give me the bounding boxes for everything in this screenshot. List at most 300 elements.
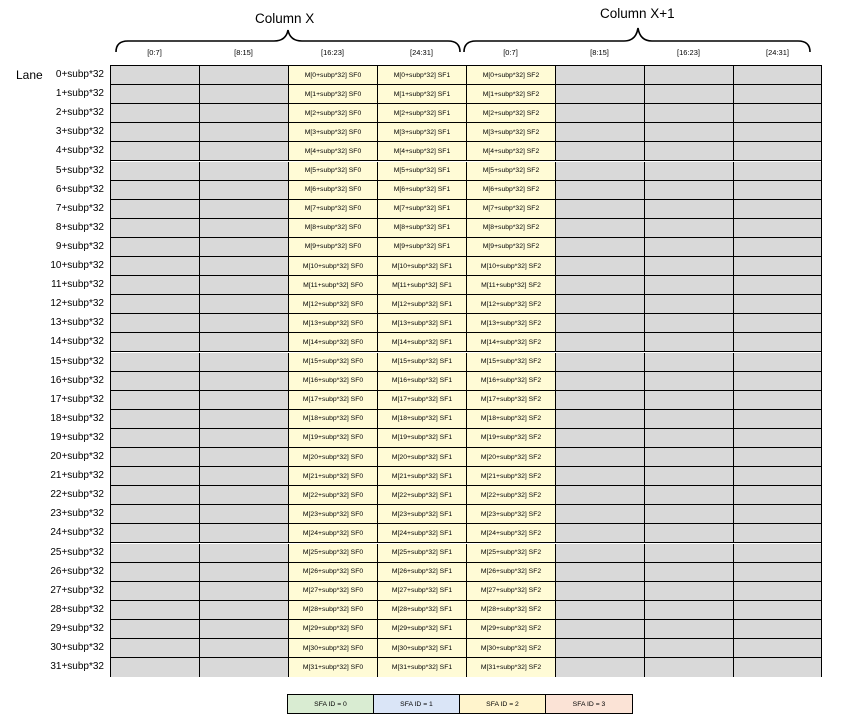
empty-cell: [556, 238, 645, 257]
empty-cell: [556, 314, 645, 333]
scale-factor-cell: M[8+subp*32] SF0: [289, 219, 378, 238]
bit-range-label: [0:7]: [503, 48, 518, 57]
lane-label: 6+subp*32: [55, 183, 104, 195]
scale-factor-cell: M[17+subp*32] SF2: [467, 391, 556, 410]
scale-factor-cell: M[12+subp*32] SF2: [467, 295, 556, 314]
empty-cell: [556, 123, 645, 142]
empty-cell: [111, 162, 200, 181]
empty-cell: [734, 563, 821, 582]
scale-factor-cell: M[15+subp*32] SF1: [378, 353, 467, 372]
scale-factor-cell: M[2+subp*32] SF1: [378, 104, 467, 123]
empty-cell: [645, 544, 734, 563]
empty-cell: [556, 544, 645, 563]
lane-label: 7+subp*32: [55, 202, 104, 214]
empty-cell: [111, 467, 200, 486]
empty-cell: [734, 162, 821, 181]
empty-cell: [556, 200, 645, 219]
empty-cell: [200, 333, 289, 352]
lane-label: 12+subp*32: [50, 298, 104, 310]
empty-cell: [111, 620, 200, 639]
lane-label: 31+subp*32: [50, 661, 104, 673]
lane-label: 11+subp*32: [51, 279, 104, 291]
scale-factor-cell: M[10+subp*32] SF1: [378, 257, 467, 276]
lane-label: 21+subp*32: [50, 470, 104, 482]
scale-factor-cell: M[1+subp*32] SF0: [289, 85, 378, 104]
empty-cell: [734, 295, 821, 314]
lane-label: 5+subp*32: [55, 164, 104, 176]
empty-cell: [200, 104, 289, 123]
scale-factor-cell: M[9+subp*32] SF2: [467, 238, 556, 257]
empty-cell: [645, 219, 734, 238]
empty-cell: [200, 448, 289, 467]
empty-cell: [645, 524, 734, 543]
scale-factor-cell: M[10+subp*32] SF2: [467, 257, 556, 276]
scale-factor-cell: M[0+subp*32] SF2: [467, 66, 556, 85]
scale-factor-cell: M[19+subp*32] SF0: [289, 429, 378, 448]
empty-cell: [111, 200, 200, 219]
lane-label: 20+subp*32: [50, 451, 104, 462]
empty-cell: [734, 181, 821, 200]
empty-cell: [645, 448, 734, 467]
empty-cell: [111, 295, 200, 314]
empty-cell: [200, 219, 289, 238]
empty-cell: [200, 620, 289, 639]
scale-factor-cell: M[5+subp*32] SF2: [467, 162, 556, 181]
empty-cell: [556, 162, 645, 181]
empty-cell: [734, 142, 821, 161]
lane-label: 24+subp*32: [50, 527, 104, 539]
empty-cell: [734, 257, 821, 276]
scale-factor-cell: M[23+subp*32] SF2: [467, 505, 556, 524]
scale-factor-cell: M[1+subp*32] SF1: [378, 85, 467, 104]
empty-cell: [200, 391, 289, 410]
empty-cell: [111, 372, 200, 391]
legend-item: SFA ID = 1: [374, 695, 460, 713]
empty-cell: [645, 658, 734, 677]
scale-factor-cell: M[11+subp*32] SF2: [467, 276, 556, 295]
empty-cell: [556, 66, 645, 85]
empty-cell: [111, 429, 200, 448]
scale-factor-cell: M[16+subp*32] SF2: [467, 372, 556, 391]
lane-label: 29+subp*32: [50, 622, 104, 634]
scale-factor-cell: M[3+subp*32] SF0: [289, 123, 378, 142]
lane-label: 8+subp*32: [55, 221, 104, 233]
scale-factor-cell: M[4+subp*32] SF1: [378, 142, 467, 161]
scale-factor-cell: M[16+subp*32] SF0: [289, 372, 378, 391]
scale-factor-cell: M[22+subp*32] SF2: [467, 486, 556, 505]
empty-cell: [734, 429, 821, 448]
empty-cell: [645, 162, 734, 181]
empty-cell: [200, 181, 289, 200]
empty-cell: [200, 429, 289, 448]
scale-factor-cell: M[0+subp*32] SF1: [378, 66, 467, 85]
register-grid: [110, 65, 822, 677]
scale-factor-cell: M[19+subp*32] SF2: [467, 429, 556, 448]
empty-cell: [556, 181, 645, 200]
scale-factor-cell: M[21+subp*32] SF1: [378, 467, 467, 486]
empty-cell: [734, 639, 821, 658]
sfa-legend: [287, 694, 633, 714]
scale-factor-cell: M[21+subp*32] SF0: [289, 467, 378, 486]
scale-factor-cell: M[30+subp*32] SF1: [378, 639, 467, 658]
scale-factor-cell: M[30+subp*32] SF2: [467, 639, 556, 658]
scale-factor-cell: M[3+subp*32] SF2: [467, 123, 556, 142]
lane-label: 10+subp*32: [50, 260, 104, 271]
lane-label: 15+subp*32: [50, 355, 104, 367]
empty-cell: [645, 295, 734, 314]
scale-factor-cell: M[13+subp*32] SF0: [289, 314, 378, 333]
lane-label: 9+subp*32: [55, 240, 104, 252]
bit-range-label: [8:15]: [590, 48, 609, 57]
scale-factor-cell: M[22+subp*32] SF1: [378, 486, 467, 505]
empty-cell: [111, 66, 200, 85]
scale-factor-cell: M[17+subp*32] SF0: [289, 391, 378, 410]
scale-factor-cell: M[26+subp*32] SF0: [289, 563, 378, 582]
empty-cell: [734, 601, 821, 620]
scale-factor-cell: M[27+subp*32] SF2: [467, 582, 556, 601]
empty-cell: [200, 142, 289, 161]
scale-factor-cell: M[8+subp*32] SF2: [467, 219, 556, 238]
lane-label: 3+subp*32: [55, 126, 104, 138]
empty-cell: [645, 563, 734, 582]
scale-factor-cell: M[8+subp*32] SF1: [378, 219, 467, 238]
empty-cell: [645, 486, 734, 505]
empty-cell: [111, 544, 200, 563]
scale-factor-cell: M[26+subp*32] SF2: [467, 563, 556, 582]
scale-factor-cell: M[23+subp*32] SF1: [378, 505, 467, 524]
empty-cell: [556, 353, 645, 372]
lane-heading: Lane: [16, 68, 43, 82]
scale-factor-cell: M[22+subp*32] SF0: [289, 486, 378, 505]
lane-label: 13+subp*32: [50, 317, 104, 329]
scale-factor-cell: M[25+subp*32] SF2: [467, 544, 556, 563]
empty-cell: [645, 181, 734, 200]
scale-factor-cell: M[28+subp*32] SF2: [467, 601, 556, 620]
scale-factor-cell: M[26+subp*32] SF1: [378, 563, 467, 582]
lane-label: 27+subp*32: [50, 584, 104, 596]
empty-cell: [200, 410, 289, 429]
scale-factor-cell: M[18+subp*32] SF1: [378, 410, 467, 429]
empty-cell: [111, 563, 200, 582]
scale-factor-cell: M[28+subp*32] SF0: [289, 601, 378, 620]
empty-cell: [111, 104, 200, 123]
empty-cell: [111, 505, 200, 524]
empty-cell: [645, 429, 734, 448]
scale-factor-cell: M[24+subp*32] SF2: [467, 524, 556, 543]
empty-cell: [645, 391, 734, 410]
bit-range-label: [16:23]: [677, 48, 700, 57]
empty-cell: [111, 181, 200, 200]
empty-cell: [556, 448, 645, 467]
scale-factor-cell: M[20+subp*32] SF1: [378, 448, 467, 467]
empty-cell: [111, 391, 200, 410]
scale-factor-cell: M[11+subp*32] SF1: [378, 276, 467, 295]
empty-cell: [200, 524, 289, 543]
scale-factor-cell: M[6+subp*32] SF1: [378, 181, 467, 200]
empty-cell: [556, 333, 645, 352]
scale-factor-cell: M[28+subp*32] SF1: [378, 601, 467, 620]
empty-cell: [556, 620, 645, 639]
empty-cell: [200, 601, 289, 620]
empty-cell: [645, 372, 734, 391]
scale-factor-cell: M[31+subp*32] SF1: [378, 658, 467, 677]
empty-cell: [734, 85, 821, 104]
empty-cell: [200, 582, 289, 601]
empty-cell: [734, 486, 821, 505]
empty-cell: [734, 544, 821, 563]
scale-factor-cell: M[16+subp*32] SF1: [378, 372, 467, 391]
empty-cell: [645, 620, 734, 639]
empty-cell: [111, 142, 200, 161]
scale-factor-cell: M[31+subp*32] SF0: [289, 658, 378, 677]
scale-factor-cell: M[9+subp*32] SF0: [289, 238, 378, 257]
scale-factor-cell: M[4+subp*32] SF2: [467, 142, 556, 161]
empty-cell: [111, 353, 200, 372]
empty-cell: [200, 544, 289, 563]
scale-factor-cell: M[14+subp*32] SF2: [467, 333, 556, 352]
scale-factor-cell: M[7+subp*32] SF2: [467, 200, 556, 219]
empty-cell: [734, 620, 821, 639]
scale-factor-cell: M[23+subp*32] SF0: [289, 505, 378, 524]
legend-item: SFA ID = 3: [546, 695, 632, 713]
scale-factor-cell: M[9+subp*32] SF1: [378, 238, 467, 257]
empty-cell: [556, 524, 645, 543]
scale-factor-cell: M[20+subp*32] SF0: [289, 448, 378, 467]
empty-cell: [734, 391, 821, 410]
empty-cell: [111, 524, 200, 543]
empty-cell: [556, 429, 645, 448]
scale-factor-cell: M[29+subp*32] SF0: [289, 620, 378, 639]
empty-cell: [200, 639, 289, 658]
empty-cell: [111, 410, 200, 429]
empty-cell: [556, 639, 645, 658]
empty-cell: [734, 505, 821, 524]
empty-cell: [645, 276, 734, 295]
empty-cell: [734, 200, 821, 219]
empty-cell: [645, 142, 734, 161]
lane-label: 0+subp*32: [55, 69, 104, 80]
empty-cell: [111, 486, 200, 505]
empty-cell: [200, 85, 289, 104]
empty-cell: [734, 658, 821, 677]
empty-cell: [111, 658, 200, 677]
empty-cell: [734, 582, 821, 601]
empty-cell: [200, 467, 289, 486]
empty-cell: [556, 372, 645, 391]
lane-label: 22+subp*32: [50, 489, 104, 501]
empty-cell: [645, 505, 734, 524]
empty-cell: [200, 200, 289, 219]
legend-item: SFA ID = 0: [288, 695, 374, 713]
empty-cell: [645, 467, 734, 486]
empty-cell: [111, 238, 200, 257]
empty-cell: [734, 448, 821, 467]
empty-cell: [556, 582, 645, 601]
empty-cell: [200, 238, 289, 257]
scale-factor-cell: M[29+subp*32] SF1: [378, 620, 467, 639]
empty-cell: [645, 104, 734, 123]
empty-cell: [556, 276, 645, 295]
lane-label: 18+subp*32: [50, 412, 104, 424]
scale-factor-cell: M[20+subp*32] SF2: [467, 448, 556, 467]
empty-cell: [111, 257, 200, 276]
empty-cell: [734, 410, 821, 429]
lane-label: 25+subp*32: [50, 546, 104, 558]
empty-cell: [645, 238, 734, 257]
scale-factor-cell: M[5+subp*32] SF1: [378, 162, 467, 181]
empty-cell: [645, 257, 734, 276]
empty-cell: [734, 238, 821, 257]
empty-cell: [200, 314, 289, 333]
empty-cell: [111, 276, 200, 295]
empty-cell: [645, 66, 734, 85]
empty-cell: [645, 333, 734, 352]
scale-factor-cell: M[6+subp*32] SF0: [289, 181, 378, 200]
empty-cell: [556, 85, 645, 104]
scale-factor-cell: M[19+subp*32] SF1: [378, 429, 467, 448]
empty-cell: [200, 353, 289, 372]
scale-factor-cell: M[5+subp*32] SF0: [289, 162, 378, 181]
empty-cell: [111, 448, 200, 467]
empty-cell: [200, 372, 289, 391]
scale-factor-cell: M[21+subp*32] SF2: [467, 467, 556, 486]
empty-cell: [556, 467, 645, 486]
empty-cell: [200, 505, 289, 524]
empty-cell: [645, 123, 734, 142]
scale-factor-cell: M[24+subp*32] SF0: [289, 524, 378, 543]
scale-factor-cell: M[0+subp*32] SF0: [289, 66, 378, 85]
scale-factor-cell: M[6+subp*32] SF2: [467, 181, 556, 200]
legend-item: SFA ID = 2: [460, 695, 546, 713]
empty-cell: [200, 658, 289, 677]
scale-factor-cell: M[30+subp*32] SF0: [289, 639, 378, 658]
empty-cell: [734, 467, 821, 486]
empty-cell: [200, 486, 289, 505]
scale-factor-cell: M[10+subp*32] SF0: [289, 257, 378, 276]
scale-factor-cell: M[14+subp*32] SF0: [289, 333, 378, 352]
column-x1-title: Column X+1: [600, 6, 675, 21]
empty-cell: [556, 505, 645, 524]
empty-cell: [556, 410, 645, 429]
lane-label: 17+subp*32: [50, 393, 104, 405]
empty-cell: [200, 123, 289, 142]
empty-cell: [645, 582, 734, 601]
lane-label: 2+subp*32: [55, 107, 104, 119]
scale-factor-cell: M[29+subp*32] SF2: [467, 620, 556, 639]
empty-cell: [556, 391, 645, 410]
lane-label: 30+subp*32: [50, 642, 104, 653]
empty-cell: [200, 295, 289, 314]
scale-factor-cell: M[4+subp*32] SF0: [289, 142, 378, 161]
empty-cell: [111, 314, 200, 333]
empty-cell: [734, 333, 821, 352]
scale-factor-cell: M[14+subp*32] SF1: [378, 333, 467, 352]
empty-cell: [111, 85, 200, 104]
lane-label: 28+subp*32: [50, 603, 104, 615]
empty-cell: [734, 219, 821, 238]
scale-factor-cell: M[1+subp*32] SF2: [467, 85, 556, 104]
empty-cell: [734, 276, 821, 295]
empty-cell: [556, 257, 645, 276]
empty-cell: [111, 123, 200, 142]
scale-factor-cell: M[2+subp*32] SF2: [467, 104, 556, 123]
empty-cell: [111, 601, 200, 620]
empty-cell: [734, 353, 821, 372]
scale-factor-cell: M[2+subp*32] SF0: [289, 104, 378, 123]
scale-factor-cell: M[12+subp*32] SF1: [378, 295, 467, 314]
empty-cell: [111, 582, 200, 601]
empty-cell: [645, 85, 734, 104]
lane-label: 4+subp*32: [55, 145, 104, 157]
scale-factor-cell: M[13+subp*32] SF1: [378, 314, 467, 333]
lane-label: 26+subp*32: [50, 565, 104, 577]
empty-cell: [111, 639, 200, 658]
scale-factor-cell: M[11+subp*32] SF0: [289, 276, 378, 295]
empty-cell: [556, 486, 645, 505]
scale-factor-cell: M[7+subp*32] SF0: [289, 200, 378, 219]
lane-label: 16+subp*32: [50, 374, 104, 386]
lane-label: 19+subp*32: [50, 431, 104, 443]
empty-cell: [734, 314, 821, 333]
bit-range-label: [24:31]: [410, 48, 433, 57]
lane-label: 1+subp*32: [55, 88, 104, 100]
scale-factor-cell: M[3+subp*32] SF1: [378, 123, 467, 142]
scale-factor-cell: M[15+subp*32] SF2: [467, 353, 556, 372]
empty-cell: [645, 601, 734, 620]
empty-cell: [645, 410, 734, 429]
empty-cell: [200, 162, 289, 181]
scale-factor-cell: M[31+subp*32] SF2: [467, 658, 556, 677]
empty-cell: [200, 66, 289, 85]
empty-cell: [556, 142, 645, 161]
scale-factor-cell: M[13+subp*32] SF2: [467, 314, 556, 333]
scale-factor-cell: M[17+subp*32] SF1: [378, 391, 467, 410]
empty-cell: [556, 104, 645, 123]
empty-cell: [200, 276, 289, 295]
scale-factor-cell: M[15+subp*32] SF0: [289, 353, 378, 372]
scale-factor-cell: M[18+subp*32] SF0: [289, 410, 378, 429]
scale-factor-cell: M[24+subp*32] SF1: [378, 524, 467, 543]
empty-cell: [556, 219, 645, 238]
empty-cell: [556, 563, 645, 582]
column-x-title: Column X: [255, 11, 315, 26]
lane-label: 14+subp*32: [50, 336, 104, 348]
empty-cell: [734, 123, 821, 142]
empty-cell: [645, 639, 734, 658]
empty-cell: [111, 333, 200, 352]
empty-cell: [645, 353, 734, 372]
empty-cell: [200, 257, 289, 276]
empty-cell: [200, 563, 289, 582]
empty-cell: [645, 314, 734, 333]
bit-range-label: [8:15]: [234, 48, 253, 57]
empty-cell: [556, 601, 645, 620]
empty-cell: [734, 66, 821, 85]
empty-cell: [111, 219, 200, 238]
empty-cell: [734, 372, 821, 391]
bit-range-label: [0:7]: [147, 48, 162, 57]
empty-cell: [556, 658, 645, 677]
bit-range-label: [24:31]: [766, 48, 789, 57]
scale-factor-cell: M[27+subp*32] SF1: [378, 582, 467, 601]
scale-factor-cell: M[27+subp*32] SF0: [289, 582, 378, 601]
scale-factor-cell: M[25+subp*32] SF0: [289, 544, 378, 563]
scale-factor-cell: M[12+subp*32] SF0: [289, 295, 378, 314]
scale-factor-cell: M[7+subp*32] SF1: [378, 200, 467, 219]
scale-factor-cell: M[25+subp*32] SF1: [378, 544, 467, 563]
lane-label: 23+subp*32: [50, 508, 104, 520]
empty-cell: [734, 104, 821, 123]
